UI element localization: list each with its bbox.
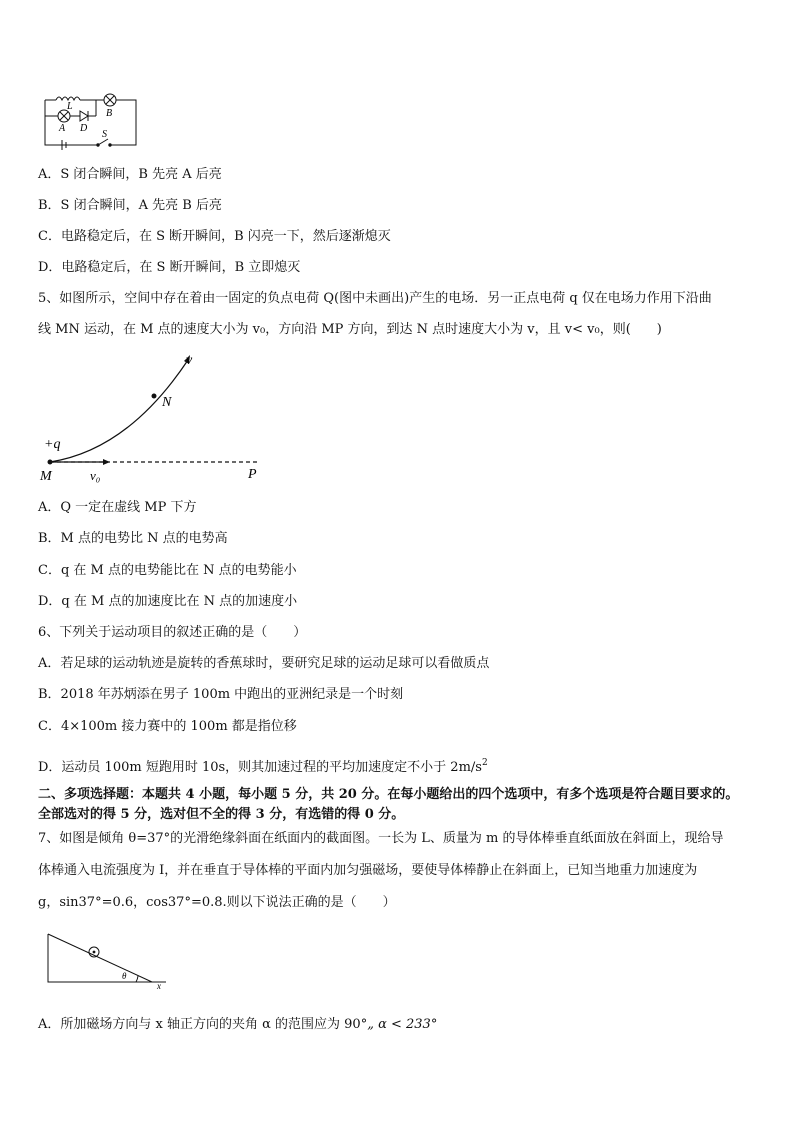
q7-option-a-text: A．所加磁场方向与 x 轴正方向的夹角 α 的范围应为 90 [38,1017,361,1032]
label-L: L [67,101,73,112]
q4-option-c: C．电路稳定后，在 S 断开瞬间，B 闪亮一下，然后逐渐熄灭 [38,229,391,244]
q5-option-c: C．q 在 M 点的电势能比在 N 点的电势能小 [38,563,297,578]
label-N: N [162,395,172,410]
q4-option-b: B．S 闭合瞬间，A 先亮 B 后亮 [38,198,222,213]
q4-option-a: A．S 闭合瞬间，B 先亮 A 后亮 [38,167,222,182]
q6-option-b: B．2018 年苏炳添在男子 100m 中跑出的亚洲纪录是一个时刻 [38,687,404,702]
q5-option-d: D．q 在 M 点的加速度比在 N 点的加速度小 [38,594,298,609]
q7-option-a [38,1016,437,1034]
section2-heading-line1: 二、多项选择题：本题共 4 小题，每小题 5 分，共 20 分。在每小题给出的四个选项中，有多个选项是符合题目要求的。 [38,787,739,802]
label-M: M [40,469,52,484]
q5-option-a: A．Q 一定在虚线 MP 下方 [38,500,197,515]
q6-option-d [38,754,488,777]
label-v: v [186,353,193,368]
label-P: P [248,467,257,482]
label-plus-q: +q [44,437,61,452]
section2-heading-line2: 全部选对的得 5 分，选对但不全的得 3 分，有选错的得 0 分。 [38,807,405,822]
label-x-axis: x [157,981,161,991]
incline-figure [44,932,174,990]
q6-option-c: C．4×100m 接力赛中的 100m 都是指位移 [38,719,297,734]
q7-option-a-range: °„ α < 233° [360,1017,438,1032]
label-theta: θ [122,971,127,981]
curve-mn [50,360,188,462]
label-S: S [102,129,107,140]
q7-stem-line1: 7、如图是倾角 θ=37°的光滑绝缘斜面在纸面内的截面图。一长为 L、质量为 m 的导体棒垂直纸面放在斜面上，现给导 [38,831,724,846]
label-B: B [106,108,113,119]
label-A: A [59,123,66,134]
q6-stem: 6、下列关于运动项目的叙述正确的是（ ） [38,625,307,640]
q5-option-b: B．M 点的电势比 N 点的电势高 [38,531,228,546]
label-v0: v₀ [90,468,101,483]
q6-option-d-superscript: 2 [481,758,488,768]
q5-stem-line1: 5、如图所示，空间中存在着由一固定的负点电荷 Q(图中未画出)产生的电场．另一正点电荷 q 仅在电场力作用下沿曲 [38,291,712,306]
q4-option-d: D．电路稳定后，在 S 断开瞬间，B 立即熄灭 [38,260,301,275]
label-D: D [80,123,88,134]
q5-stem-line2: 线 MN 运动，在 M 点的速度大小为 v₀，方向沿 MP 方向，到达 N 点时速度大小为 v，且 v< v₀，则( ) [38,322,662,337]
q6-option-d-text: D．运动员 100m 短跑用时 10s，则其加速过程的平均加速度定不小于 2m/s [38,760,482,775]
trajectory-figure [38,350,278,485]
q7-stem-line3: g，sin37°=0.6，cos37°=0.8.则以下说法正确的是（ ） [38,895,396,910]
q6-option-a: A．若足球的运动轨迹是旋转的香蕉球时，要研究足球的运动足球可以看做质点 [38,656,490,671]
circuit-diagram [40,86,140,150]
q7-stem-line2: 体棒通入电流强度为 I，并在垂直于导体棒的平面内加匀强磁场，要使导体棒静止在斜面上，已知当地重力加速度为 [38,863,698,878]
